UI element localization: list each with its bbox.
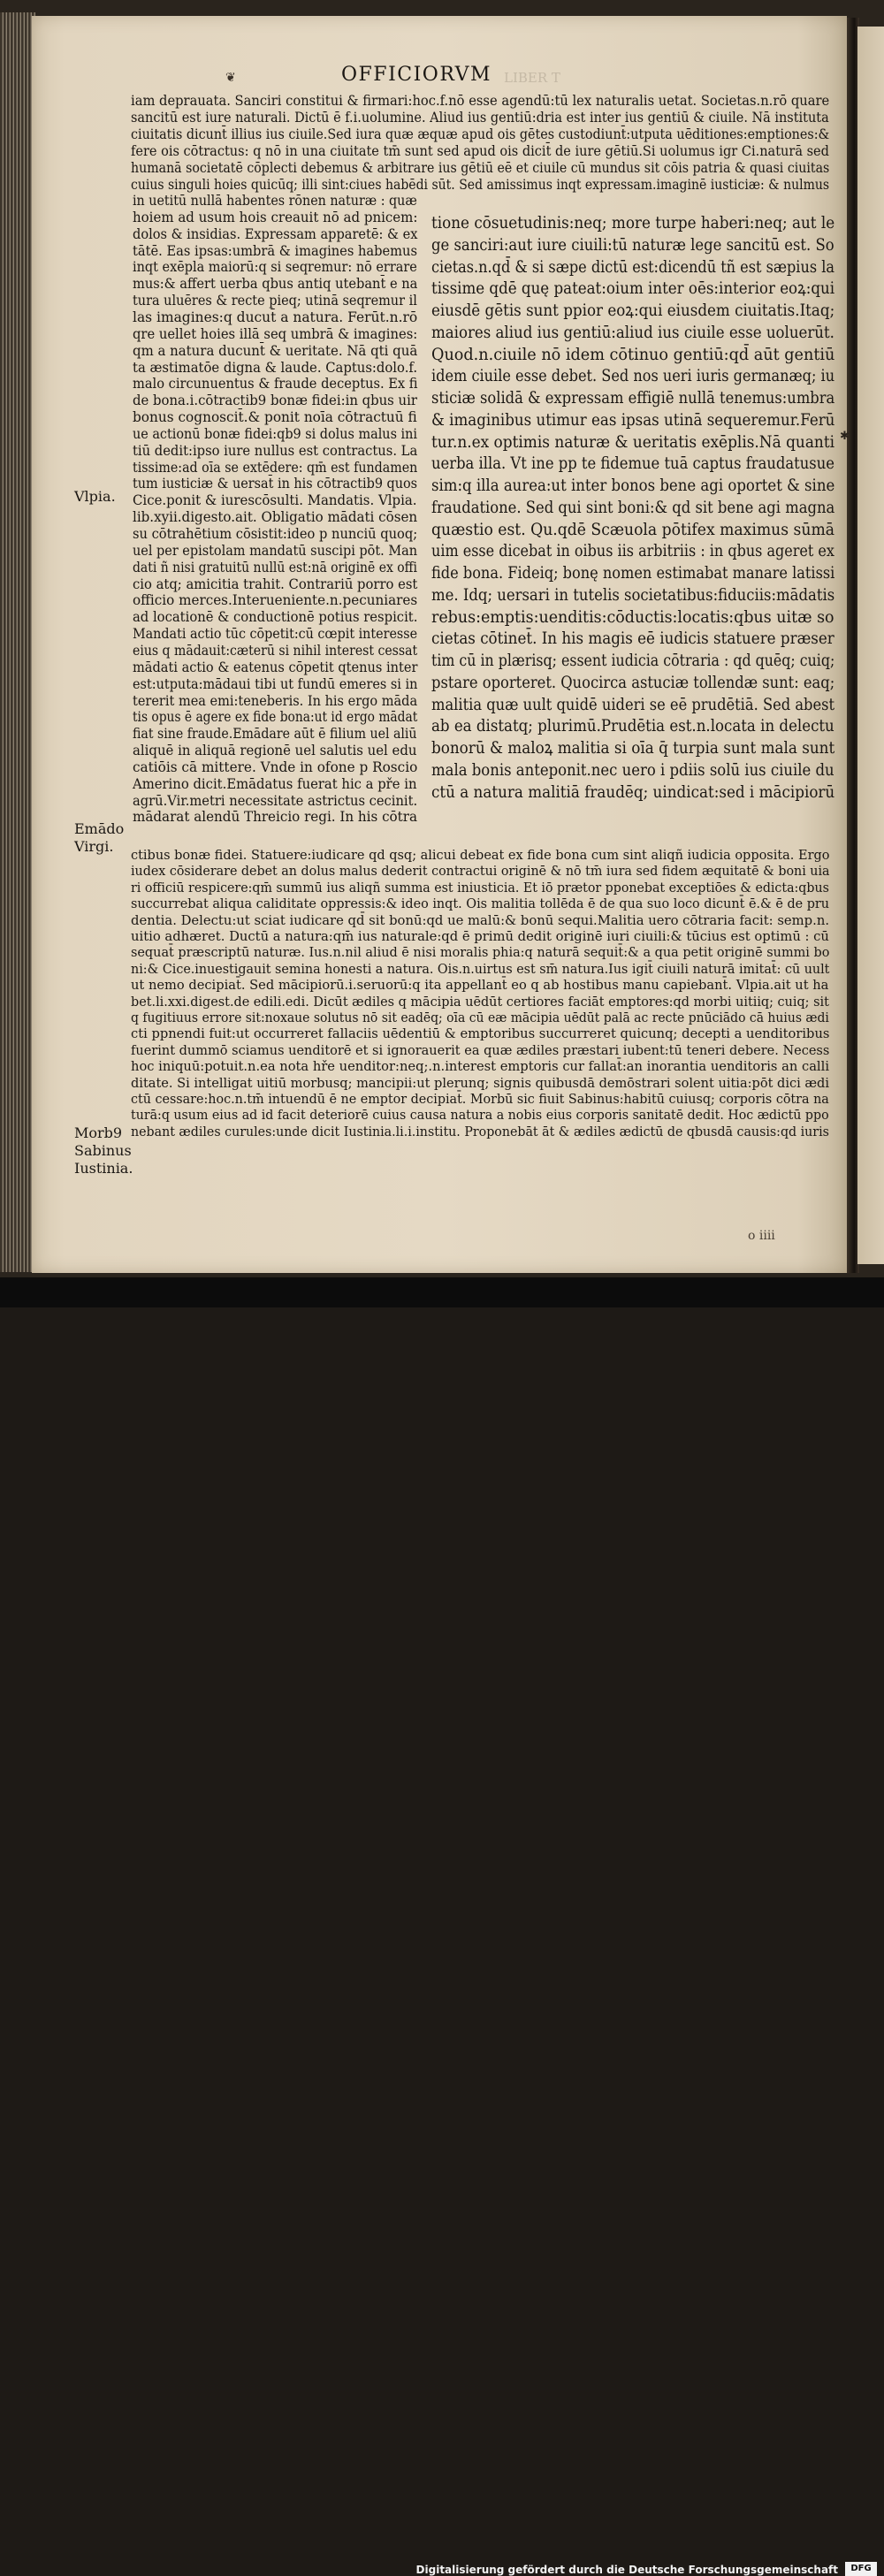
- right-text-line: fide bona. Fideiq; bonę nomen estimabat manare latissi: [431, 563, 835, 583]
- low-text-line: succurrebat aliqua caliditate oppressis:& ideo inqt. Ois malitia tollēda ē de qua suo loco dicunt̄ ē.& ē de pru: [131, 896, 830, 912]
- right-text-line: & imaginibus utimur eas ipsas utinā sequeremur.Ferū: [431, 409, 835, 430]
- left-text-line: tum iusticiæ & uersat̄ in his cōtractib9 quos: [133, 476, 418, 492]
- left-text-line: su cōtrahētium cōsistit:ideo p nunciū quoq;: [133, 526, 418, 542]
- right-text-line: tione cōsuetudinis:neq; more turpe haberi:neq; aut le: [431, 213, 835, 232]
- left-text-line: ad locationē & conductionē potius respicit.: [133, 609, 418, 626]
- right-text-line: uerba illa. Vt ine pp te fidemue tuā captus fraudatusue: [431, 453, 834, 474]
- low-text-line: ctū cessare:hoc.n.tm̄ intuendū ē ne emptor decipiat̄. Morbū sic fiuit Sabinus:habitū cuiusq; corporis cōtra na: [131, 1091, 829, 1107]
- running-head: OFFICIORVM: [341, 64, 492, 86]
- right-text-line: idem ciuile esse debet. Sed nos ueri iuris germanæq; iu: [431, 366, 835, 386]
- right-text-line: pstare oporteret. Quocirca astuciæ tollendæ sunt: eaq;: [431, 672, 835, 692]
- scan-area: [0, 0, 884, 1277]
- margin-note: Virgi.: [74, 838, 114, 855]
- full-text-line: fere ois cōtractus: q nō in una ciuitate tm̄ sunt sed apud ois dicit̄ de iure gētiū.Si uolumus igr Ci.naturā sed: [131, 142, 829, 159]
- left-text-line: officio merces.Interueniente.n.pecuniares: [133, 592, 418, 609]
- left-text-line: eius q mādauit:cæterū si nihil interest cessat: [133, 642, 418, 659]
- left-text-line: est:utputa:mādaui tibi ut fundū emeres si in: [133, 675, 418, 692]
- left-text-line: ue actionū bonæ fidei:qb9 si dolus malus ini: [133, 425, 417, 442]
- low-text-line: ctibus bonæ fidei. Statuere:iudicare qd qsq; alicui debeat ex fide bona cum sint aliqñ iudicia opposita. Ergo: [131, 847, 830, 863]
- right-text-line: me. Idq; uersari in tutelis societatibus:fiduciis:mādatis: [431, 584, 835, 605]
- low-text-line: ut nemo decipiat̄. Sed mācipiorū.i.seruorū:q ita appellant̄ eo q ab hostibus manu capiebant̄. Vlpia.ait ut ha: [131, 977, 829, 994]
- low-text-line: ni:& Cice.inuestigauit semina honesti a natura. Ois.n.uirtus est sm̄ natura.Ius igit̄ ciuili naturā imitat̄: cū uult: [131, 960, 830, 977]
- left-text-line: Mandati actio tūc cōpetit:cū cœpit interesse: [133, 626, 418, 643]
- left-text-line: tiū dedit:ipso iure nullus est contractus. La: [133, 442, 418, 459]
- right-text-line: mala bonis anteponit.nec uero i pdiis solū ius ciuile du: [431, 759, 834, 780]
- left-text-line: tis opus ē agere ex fide bona:ut id ergo mādat: [133, 709, 418, 726]
- low-text-line: ditate. Si intelligat uitiū morbusq; mancipii:ut plerunq; signis quibusdā demōstrari solent uitia:pōt dici ædi: [131, 1074, 830, 1091]
- left-text-line: Amerino dicit.Emādatus fuerat hic a pře in: [133, 775, 417, 792]
- right-text-line: bonorū & maloꝝ malitia si oīa q̄ turpia sunt mala sunt: [431, 738, 835, 758]
- low-text-line: ri officiū respicere:qm̄ summū ius aliqñ summa est iniusticia. Et iō prætor pponebat exceptiōes & edicta:qbus: [131, 879, 829, 896]
- right-text-line: sticiæ solidā & expressam effigiē nullā tenemus:umbra: [431, 388, 835, 408]
- left-text-line: mus:& affert uerba qbus antiq utebant̄ e na: [133, 276, 418, 293]
- low-text-line: dentia. Delectu:ut sciat iudicare qd̄ sit bonū:qd ue malū:& bonū sequi.Malitia uero cōtraria facit: semp.n.: [131, 911, 830, 928]
- left-text-line: mādati actio & eatenus cōpetit qtenus inter: [133, 659, 418, 675]
- left-text-line: aliquē in aliquā regionē uel salutis uel edu: [133, 743, 417, 759]
- left-text-line: lib.xyii.digesto.ait. Obligatio mādati cōsen: [133, 509, 418, 526]
- signature-mark: o iiii: [748, 1229, 775, 1243]
- left-text-line: qm a natura ducunt̄ & ueritate. Nā qti quā: [133, 342, 418, 359]
- left-text-line: ta æstimatōe digna & laude. Captus:dolo.f.: [133, 359, 418, 376]
- right-text-line: cietas.n.qd̄ & si sæpe dictū est:dicendū tñ est sæpius la: [431, 256, 834, 277]
- left-text-line: tissime:ad oīa se extēdere: qm̄ est fundamen: [133, 459, 418, 476]
- right-text-line: ab ea distatq; plurimū.Prudētia est.n.locata in delectu: [431, 716, 834, 736]
- right-text-line: ctū a natura malitiā fraudēq; uindicat:sed i mācipiorū: [431, 781, 835, 802]
- footer-credit: Digitalisierung gefördert durch die Deutsche Forschungsgemeinschaft: [415, 2564, 838, 2576]
- left-text-line: agrū.Vir.metri necessitate astrictus cecinit.: [133, 792, 418, 809]
- full-text-line: sancitū est iure naturali. Dictū ē f.i.uolumine. Aliud ius gentiū:dria est inter ius gentiū & ciuile. Nā instituta: [131, 109, 829, 126]
- right-text-line: maiores aliud ius gentiū:aliud ius ciuile esse uoluerūt.: [431, 322, 834, 342]
- left-text-line: mādarat alendū Threicio regi. In his cōtra: [133, 809, 418, 826]
- left-text-line: tererit mea emi:teneberis. In his ergo māda: [133, 692, 418, 709]
- right-text-line: fraudatione. Sed qui sint boni:& qd sit bene agi magna: [431, 497, 835, 517]
- left-text-line: hoiem ad usum hois creauit nō ad pnicem:: [133, 209, 418, 225]
- facing-page-edge: [857, 27, 884, 1264]
- low-text-line: sequat̄ præscriptū naturæ. Ius.n.nil aliud ē nisi moralis phia:q naturā sequit̄:& a qua petit originē summi bo: [131, 944, 830, 961]
- low-text-line: hoc iniquū:potuit.n.ea nota hře uenditor:neq;.n.interest emptoris cur fallat̄:an inorantia uenditoris an calli: [131, 1058, 830, 1075]
- bleed-through-text: LIBER T: [504, 70, 560, 86]
- footer-bar: [0, 1277, 884, 2576]
- right-text-line: malitia quæ uult quidē uideri se eē prudētiā. Sed abest: [431, 694, 835, 714]
- margin-note: Emādo: [74, 820, 125, 837]
- left-text-line: fiat sine fraude.Emādare aūt ē filium uel aliū: [133, 726, 417, 743]
- right-text-line: tissime qdē quę pateat:oium inter oēs:interior eoꝝ:qui: [431, 278, 835, 299]
- low-text-line: turā:q usum eius ad id facit deteriorē cuius causa natura a nobis eius corporis sanitatē dedit. Hoc ædictū ppo: [131, 1107, 829, 1124]
- right-text-line: eiusdē gētis sunt ppior eoꝝ:qui eiusdem ciuitatis.Itaq;: [431, 301, 835, 320]
- star-mark-icon: ✱: [840, 430, 850, 443]
- left-text-line: qre uellet hoies illā seq umbrā & imagines:: [133, 325, 418, 342]
- left-text-line: cio atq; amicitia trahit. Contrariū porro est: [133, 575, 418, 592]
- full-text-line: iam deprauata. Sanciri constitui & firmari:hoc.f.nō esse agendū:tū lex naturalis uetat. Societas.n.rō quare: [131, 92, 830, 109]
- left-text-line: dati ñ nisi gratuitū nullū est:nā originē ex offi: [133, 559, 417, 575]
- right-text-line: uim esse dicebat in oibus iis arbitriis : in qbus ageret ex: [431, 541, 834, 561]
- right-text-line: quæstio est. Qu.qdē Scæuola pōtifex maximus sūmā: [431, 519, 835, 539]
- dfg-logo: DFG: [845, 2562, 877, 2576]
- right-text-line: sim:q illa aurea:ut inter bonos bene agi oportet & sine: [431, 476, 835, 495]
- left-text-line: tātē. Eas ipsas:umbrā & imagines habemus: [133, 242, 417, 259]
- margin-note: Sabinus: [74, 1142, 132, 1159]
- left-text-line: Cice.ponit & iurescōsulti. Mandatis. Vlpia.: [133, 492, 417, 509]
- right-text-line: cietas cōtinet̄. In his magis eē iudicis statuere præser: [431, 629, 834, 649]
- right-text-line: tim cū in plærisq; essent iudicia cōtraria : qd quēq; cuiq;: [431, 651, 835, 670]
- left-text-line: dolos & insidias. Expressam apparetē: & ex: [133, 225, 418, 242]
- low-text-line: q fugitiuus errore sit:noxaue solutus nō sit eadēq; oīa cū eæ mācipia uēdūt palā ac recte pnūciādo cā huius ædi: [131, 1010, 829, 1025]
- full-text-line: ciuitatis dicunt̄ illius ius ciuile.Sed iura quæ æquæ apud ois gētes custodiunt̄:utputa uēditiones:emptiones:&: [131, 126, 830, 142]
- full-text-line: humanā societatē cōplecti debemus & arbitrare ius gētiū eē et ciuile cū mundus sit cōis patria & quasi ciuitas: [131, 159, 830, 176]
- left-text-line: malo circunuentus & fraude deceptus. Ex fi: [133, 376, 418, 392]
- left-text-line: bonus cognoscit̄.& ponit noīa cōtractuū fi: [133, 409, 417, 426]
- low-text-line: cti ppnendi fuit:ut occurreret fallaciis uēdentiū & emptoribus succurreret quicunq; decepti a uenditoribus: [131, 1025, 830, 1042]
- left-text-line: uel per epistolam mandatū suscipi pōt. Man: [133, 542, 417, 559]
- left-text-line: las imagines:q ducut̄ a natura. Ferūt.n.rō: [133, 309, 418, 325]
- left-text-line: tura uluēres & recte pieq; utinā seqremur il: [133, 293, 417, 309]
- margin-note: Morb9: [74, 1124, 123, 1141]
- margin-note: Iustinia.: [74, 1160, 133, 1177]
- left-text-line: in uetitū nullā habentes rōnen naturæ : quæ: [133, 193, 417, 209]
- full-text-line: cuius singuli hoies quicūq; illi sint:ciues habēdi sūt. Sed amissimus inqt expressam.imaginē iusticiæ: & nulmus: [131, 176, 830, 193]
- low-text-line: fuerint dummō sciamus uenditorē et si ignorauerit ea quæ ædiles præstari iubent:tū teneri debere. Necess: [131, 1041, 830, 1058]
- right-text-line: Quod.n.ciuile nō idem cōtinuo gentiū:qd̄ aūt gentiū: [431, 344, 835, 364]
- printer-mark-icon: ❦: [225, 71, 236, 85]
- right-text-line: tur.n.ex optimis naturæ & ueritatis exēplis.Nā quanti: [431, 431, 835, 452]
- left-text-line: catiōis cā mittere. Vnde in ofone p Roscio: [133, 758, 418, 775]
- left-text-line: inqt exēpla maiorū:q si seqremur: nō errare: [133, 259, 417, 276]
- low-text-line: uitio adhæret. Ductū a natura:qm̄ ius naturale:qd ē primū dedit originē iuri ciuili:& tūcius est optimū : cū: [131, 928, 829, 944]
- margin-note: Vlpia.: [74, 488, 116, 505]
- low-text-line: nebant ædiles curules:unde dicit Iustinia.li.i.institu. Proponebāt āt & ædiles ædictū de qbusdā causis:qd iuris: [131, 1123, 829, 1139]
- left-text-line: de bona.i.cōtractib9 bonæ fidei:in qbus uir: [133, 392, 417, 409]
- right-text-line: rebus:emptis:uenditis:cōductis:locatis:qbus uitæ so: [431, 606, 834, 627]
- book-page-edges: [0, 12, 35, 1272]
- low-text-line: bet.li.xxi.digest.de edili.edi. Dicūt ædiles q mācipia uēdūt certiores faciāt emptores:qd morbi uitiiq; cuiq; sit: [131, 993, 829, 1010]
- low-text-line: iudex cōsiderare debet an dolus malus dederit contractui originē & nō tm̄ iura sed fidem æquitatē & boni uia: [131, 863, 830, 880]
- right-text-line: ge sanciri:aut iure ciuili:tū naturæ lege sancitū est. So: [431, 234, 834, 255]
